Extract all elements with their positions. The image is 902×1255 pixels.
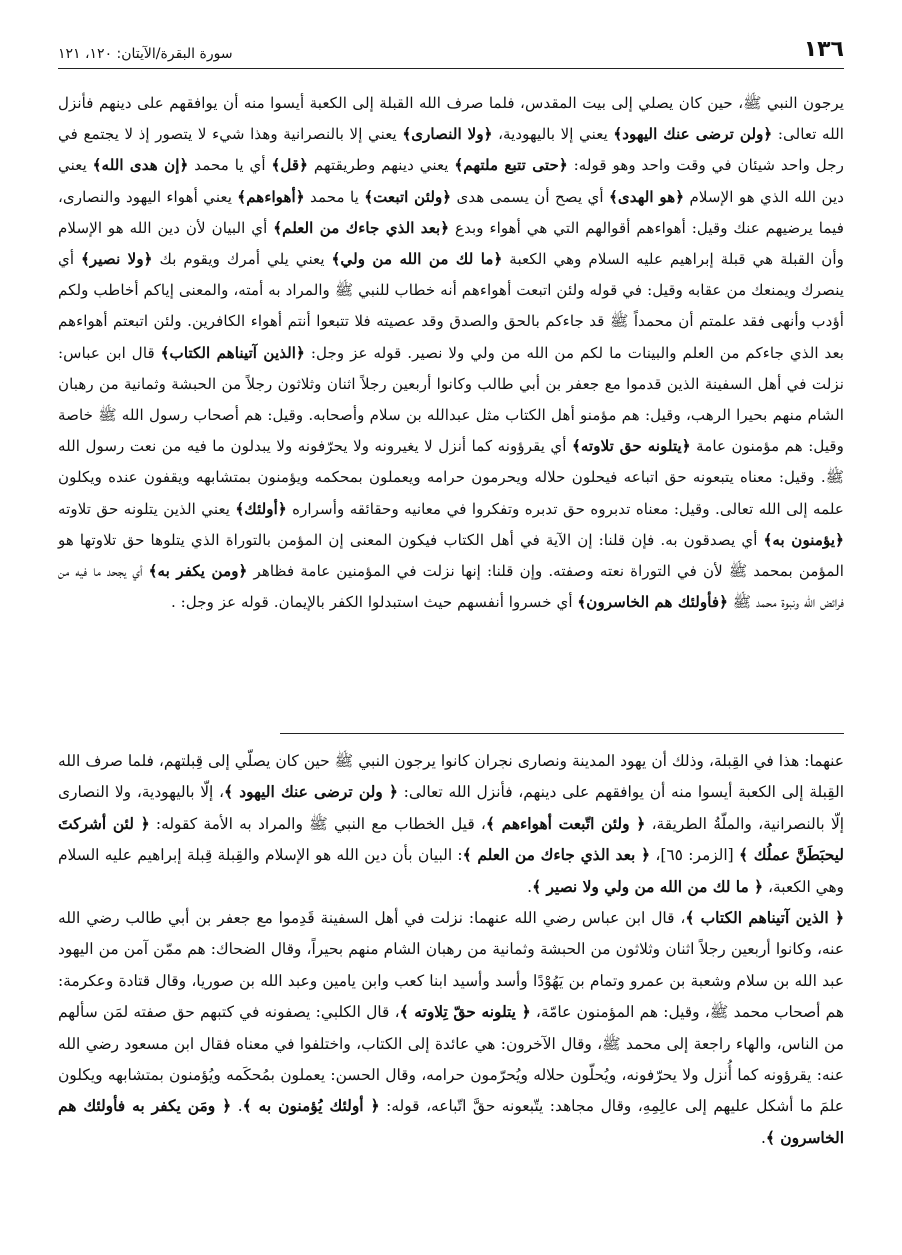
page-number: ١٣٦ — [803, 37, 844, 62]
main-text — [58, 88, 844, 618]
running-title: سورة البقرة/الآيتان: ١٢٠، ١٢١ — [58, 46, 233, 62]
footnote-paragraph: ﴿ الذين آتيناهم الكتاب ﴾، قال ابن عباس رضي الله عنهما: نزلت في أهل السفينة قَدِموا مع جعفر بن أبي طالب رضي الله عنه، وكانوا أربعين رجلاً اثنان وثلاثون من الحبشة وثمانية من رهبان الشام منهم بحيراً، وقال الضحاك: هم ممّن آمن من اليهود عبد الله بن سلام وشعبة بن عمرو وتمام بن يَهُوْدًا وأسد وأسيد ابنا كعب وابن يامين وعبد الله بن صوريا، وقال قتادة وعكرمة: هم أصحاب محمد ﷺ، وقيل: هم المؤمنون عامّة، ﴿ يتلونه حقّ تِلاوته ﴾، قال الكلبي: يصفونه في كتبهم حق صفته لمَن سألهم من الناس، والهاء راجعة إلى محمد ﷺ، وقال الآخرون: هي عائدة إلى الكتاب، واختلفوا في معناه فقال ابن مسعود رضي الله عنه: يقرؤونه كما أُنزل ولا يحرّفونه، ويُحلّون حلاله ويُحرّمون حرامه، وقال الحسن: يعملون بمُحكَمه ويُؤمنون بمتشابهه ويكلون علمَ ما أشكل عليهم إلى عالِمِهِ، وقال مجاهد: يتّبعونه حقَّ اتّباعه، قوله: ﴿ أولئك يُؤمنون به ﴾. ﴿ ومَن يكفر به فأولئك هم الخاسرون ﴾. — [58, 909, 845, 1147]
page-header — [58, 34, 844, 69]
footnote-divider — [280, 733, 844, 734]
footnote-text — [58, 746, 844, 1154]
footnote-paragraph: عنهما: هذا في القِبلة، وذلك أن يهود المدينة ونصارى نجران كانوا يرجون النبي ﷺ حين كان يصلّي إلى قِبلتهم، فلما صرف الله القِبلة إلى الكعبة أيسوا منه أن يوافقهم على دينهم، فأنزل الله تعالى: ﴿ ولن ترضى عنك اليهود ﴾، إلّا باليهودية، ولا النصارى إلّا بالنصرانية، والملّةُ الطريقة، ﴿ ولئن اتّبعت أهواءهم ﴾، قيل الخطاب مع النبي ﷺ والمراد به الأمة كقوله: ﴿ لئن أشركتَ ليحبَطَنَّ عملُك ﴾ [الزمر: ٦٥]، ﴿ بعد الذي جاءك من العلم ﴾: البيان بأن دين الله هو الإسلام والقِبلة قِبلة إبراهيم عليه السلام وهي الكعبة، ﴿ ما لك من الله من ولي ولا نصير ﴾. — [58, 752, 844, 896]
main-paragraph: يرجون النبي ﷺ، حين كان يصلي إلى بيت المقدس، فلما صرف الله القبلة إلى الكعبة أيسوا منه أن يوافقهم على دينهم فأنزل الله تعالى: ﴿ولن ترضى عنك اليهود﴾ يعني إلا باليهودية، ﴿ولا النصارى﴾ يعني إلا بالنصرانية وهذا شيء لا يتصور إذ لا يجتمع في رجل واحد شيئان في وقت واحد وهو قوله: ﴿حتى تتبع ملتهم﴾ يعني دينهم وطريقتهم ﴿قل﴾ أي يا محمد ﴿إن هدى الله﴾ يعني دين الله الذي هو الإسلام ﴿هو الهدى﴾ أي يصح أن يسمى هدى ﴿ولئن اتبعت﴾ يا محمد ﴿أهواءهم﴾ يعني أهواء اليهود والنصارى، فيما يرضيهم عنك وقيل: أهواءهم أقوالهم التي هي أهواء وبدع ﴿بعد الذي جاءك من العلم﴾ أي البيان لأن دين الله هو الإسلام وأن القبلة هي قبلة إبراهيم عليه السلام وهي الكعبة ﴿ما لك من الله من ولي﴾ يعني يلي أمرك ويقوم بك ﴿ولا نصير﴾ أي ينصرك ويمنعك من عقابه وقيل: في قوله ولئن اتبعت أهواءهم أنه خطاب للنبي ﷺ والمراد به أمته، والمعنى إياكم أخاطب ولكم أؤدب وأنهى فقد علمتم أن محمداً ﷺ قد جاءكم بالحق والصدق وقد عصيته فلا تتبعوا أنتم أهواء الكافرين. ولئن اتبعتم أهواءهم بعد الذي جاءكم من العلم والبينات ما لكم من الله من ولي ولا نصير. قوله عز وجل: ﴿الذين آتيناهم الكتاب﴾ قال ابن عباس: نزلت في أهل السفينة الذين قدموا مع جعفر بن أبي طالب وكانوا أربعين رجلاً اثنان وثلاثون رجلاً من الحبشة وثمانية من رهبان الشام منهم بحيرا الرهب، وقيل: هم مؤمنو أهل الكتاب مثل عبدالله بن سلام وأصحابه. وقيل: هم أصحاب رسول الله ﷺ خاصة وقيل: هم مؤمنون عامة ﴿يتلونه حق تلاوته﴾ أي يقرؤونه كما أنزل لا يغيرونه ولا يحرّفونه ولا يبدلون ما فيه من نعت رسول الله ﷺ. وقيل: معناه يتبعونه حق اتباعه فيحلون حلاله ويحرمون حرامه ويعملون بمحكمه ويؤمنون بمتشابهه ويقفون عنده ويكلون علمه إلى الله تعالى. وقيل: معناه تدبروه حق تدبره وتفكروا في معانيه وحقائقه وأسراره ﴿أولئك﴾ يعني الذين يتلونه حق تلاوته ﴿يؤمنون به﴾ أي يصدقون به. فإن قلنا: إن الآية في أهل الكتاب فيكون المعنى إن المؤمن بالتوراة الذي يتلوها حق تلاوتها هو المؤمن بمحمد ﷺ لأن في التوراة نعته وصفته. وإن قلنا: إنها نزلت في المؤمنين عامة فظاهر ﴿ومن يكفر به﴾ أي يجحد ما فيه من فرائض الله ونبوة محمد ﷺ ﴿فأولئك هم الخاسرون﴾ أي خسروا أنفسهم حيث استبدلوا الكفر بالإيمان. قوله عز وجل: . — [58, 94, 844, 612]
